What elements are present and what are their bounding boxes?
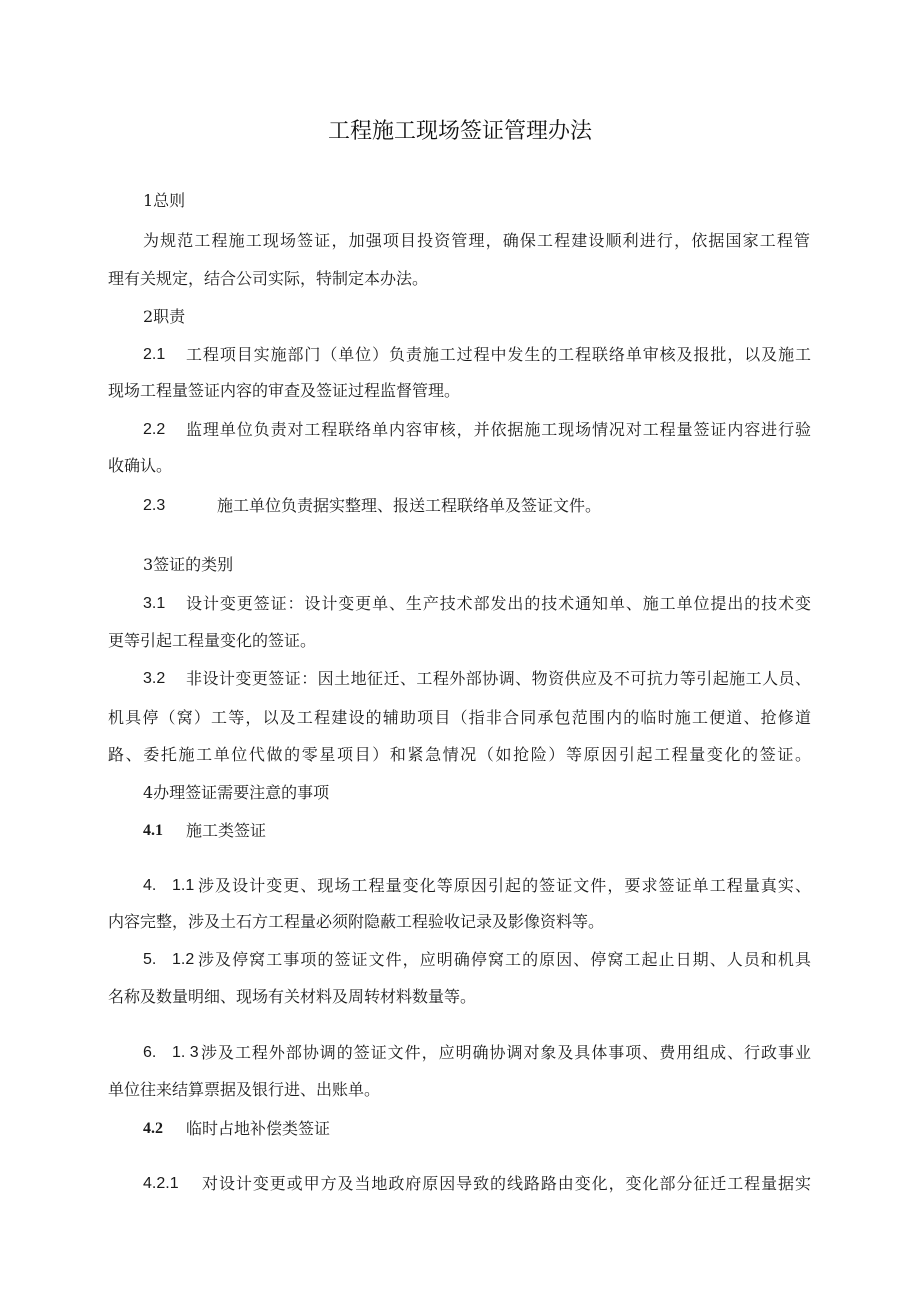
paragraph-line: 机具停（窝）工等，以及工程建设的辅助项目（指非合同承包范围内的临时施工便道、抢修道 [108,708,811,727]
paragraph-line: 施工单位负责据实整理、报送工程联络单及签证文件。 [217,496,602,515]
paragraph-line: 设计变更签证：设计变更单、生产技术部发出的技术通知单、施工单位提出的技术变 [186,594,811,613]
item-subnumber: 1. 3 [172,1044,199,1061]
item-subnumber: 1.1 [172,877,195,894]
page-title: 工程施工现场签证管理办法 [327,119,592,144]
section-2-heading: 2职责 [143,307,186,326]
item-number: 4.2.1 [143,1175,179,1192]
paragraph-line: 收确认。 [108,456,173,475]
subsection-title: 临时占地补偿类签证 [186,1119,331,1138]
paragraph-line: 内容完整，涉及土石方工程量必须附隐蔽工程验收记录及影像资料等。 [108,912,605,931]
paragraph-line: 更等引起工程量变化的签证。 [108,631,317,650]
item-number: 2.1 [143,346,166,363]
item-number: 3.2 [143,670,166,687]
subsection-number: 4.1 [143,822,163,839]
paragraph-line: 涉及工程外部协调的签证文件，应明确协调对象及具体事项、费用组成、行政事业 [201,1043,811,1062]
paragraph-line: 现场工程量签证内容的审查及签证过程监督管理。 [108,381,461,400]
section-heading [143,191,185,211]
paragraph-line: 涉及设计变更、现场工程量变化等原因引起的签证文件，要求签证单工程量真实、 [198,876,811,895]
item-number: 5. [143,951,157,968]
paragraph-line: 涉及停窝工事项的签证文件，应明确停窝工的原因、停窝工起止日期、人员和机具 [198,950,811,969]
paragraph-line: 对设计变更或甲方及当地政府原因导致的线路路由变化，变化部分征迁工程量据实 [202,1174,811,1193]
paragraph-line: 路、委托施工单位代做的零星项目）和紧急情况（如抢险）等原因引起工程量变化的签证。 [108,745,811,764]
item-number: 6. [143,1044,157,1061]
item-number: 4. [143,877,157,894]
item-number: 3.1 [143,595,166,612]
paragraph-line: 非设计变更签证：因土地征迁、工程外部协调、物资供应及不可抗力等引起施工人员、 [186,669,811,688]
paragraph-line: 单位往来结算票据及银行进、出账单。 [108,1080,381,1099]
paragraph-line: 工程项目实施部门（单位）负责施工过程中发生的工程联络单审核及报批，以及施工 [186,345,811,364]
item-number: 2.3 [143,497,166,514]
item-subnumber: 1.2 [172,951,195,968]
subsection-number: 4.2 [143,1120,163,1137]
paragraph-line: 理有关规定，结合公司实际，特制定本办法。 [108,269,429,288]
item-number: 2.2 [143,421,166,438]
paragraph-line: 名称及数量明细、现场有关材料及周转材料数量等。 [108,987,477,1006]
subsection-title: 施工类签证 [186,821,267,840]
section-1-heading: 1总则 [143,191,186,210]
paragraph-line: 监理单位负责对工程联络单内容审核，并依据施工现场情况对工程量签证内容进行验 [186,420,811,439]
section-4-heading: 4办理签证需要注意的事项 [143,783,330,802]
paragraph-line: 为规范工程施工现场签证，加强项目投资管理，确保工程建设顺利进行，依据国家工程管 [143,231,810,250]
section-3-heading: 3签证的类别 [143,555,234,574]
